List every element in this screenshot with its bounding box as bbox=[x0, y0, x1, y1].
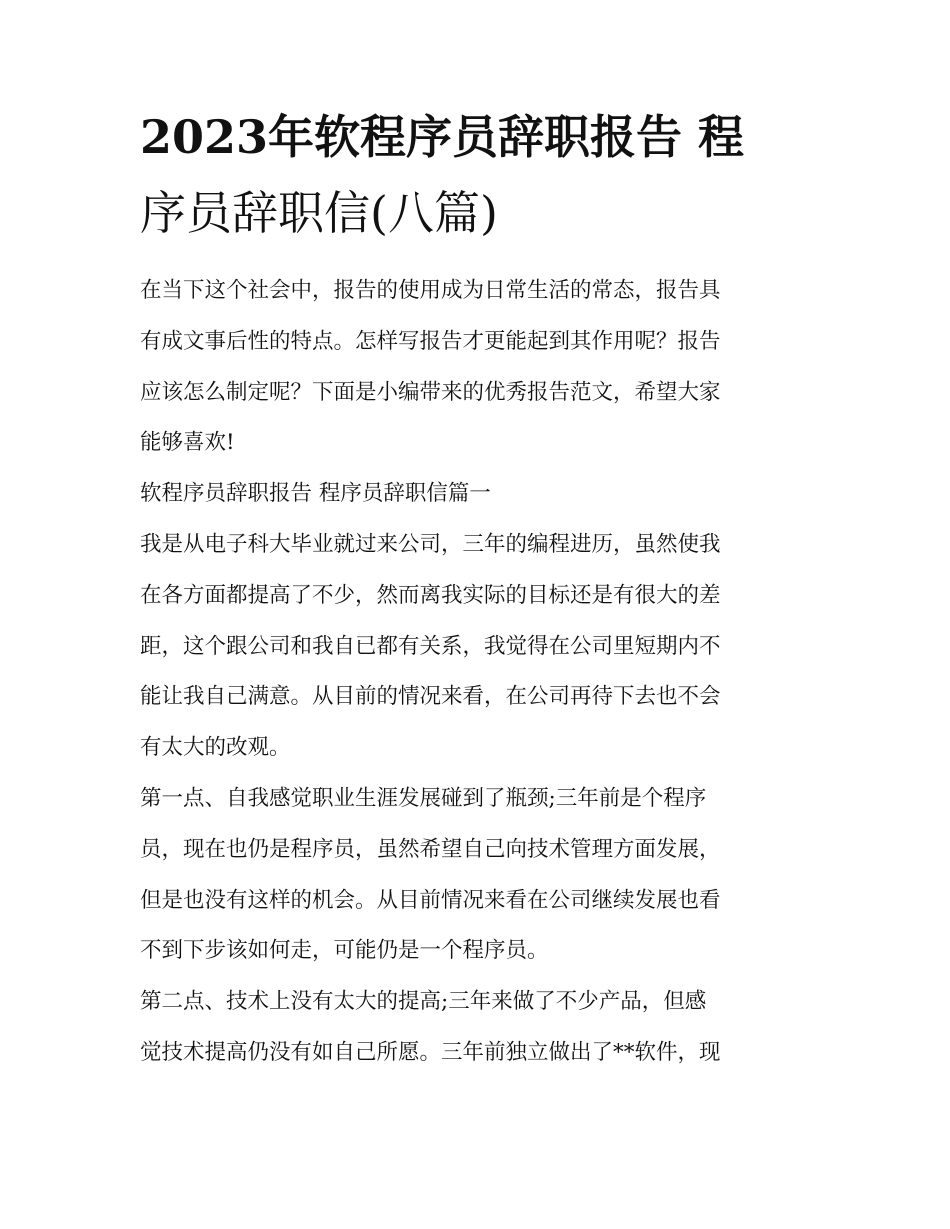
point-two-line-1: 第二点、技术上没有太大的提高;三年来做了不少产品，但感 bbox=[140, 989, 707, 1015]
body-line-5: 有太大的改观。 bbox=[140, 735, 291, 761]
section-heading: 软程序员辞职报告 程序员辞职信篇一 bbox=[140, 481, 491, 507]
title-line-2: 序员辞职信(八篇) bbox=[140, 186, 498, 240]
point-two-line-2: 觉技术提高仍没有如自己所愿。三年前独立做出了**软件，现 bbox=[140, 1039, 721, 1065]
intro-line-1: 在当下这个社会中，报告的使用成为日常生活的常态，报告具 bbox=[140, 278, 721, 303]
point-one-line-2: 员，现在也仍是程序员，虽然希望自己向技术管理方面发展， bbox=[140, 836, 721, 862]
title-line-1: 2023年软程序员辞职报告 程 bbox=[140, 110, 745, 164]
document-title bbox=[140, 112, 812, 264]
body-line-3: 距，这个跟公司和我自已都有关系，我觉得在公司里短期内不 bbox=[140, 633, 721, 659]
body-line-4: 能让我自己满意。从目前的情况来看，在公司再待下去也不会 bbox=[140, 684, 721, 710]
body-line-1: 我是从电子科大毕业就过来公司，三年的编程进历，虽然使我 bbox=[140, 531, 721, 557]
point-one-line-4: 不到下步该如何走，可能仍是一个程序员。 bbox=[140, 938, 549, 964]
intro-line-2: 有成文事后性的特点。怎样写报告才更能起到其作用呢？报告 bbox=[140, 328, 721, 354]
document-body bbox=[140, 278, 812, 1091]
document-page bbox=[140, 112, 812, 1091]
intro-line-3: 应该怎么制定呢？下面是小编带来的优秀报告范文，希望大家 bbox=[140, 379, 721, 405]
point-one-line-1: 第一点、自我感觉职业生涯发展碰到了瓶颈;三年前是个程序 bbox=[140, 785, 707, 811]
intro-line-4: 能够喜欢! bbox=[140, 430, 235, 456]
point-one-line-3: 但是也没有这样的机会。从目前情况来看在公司继续发展也看 bbox=[140, 887, 721, 913]
body-line-2: 在各方面都提高了不少，然而离我实际的目标还是有很大的差 bbox=[140, 582, 721, 608]
